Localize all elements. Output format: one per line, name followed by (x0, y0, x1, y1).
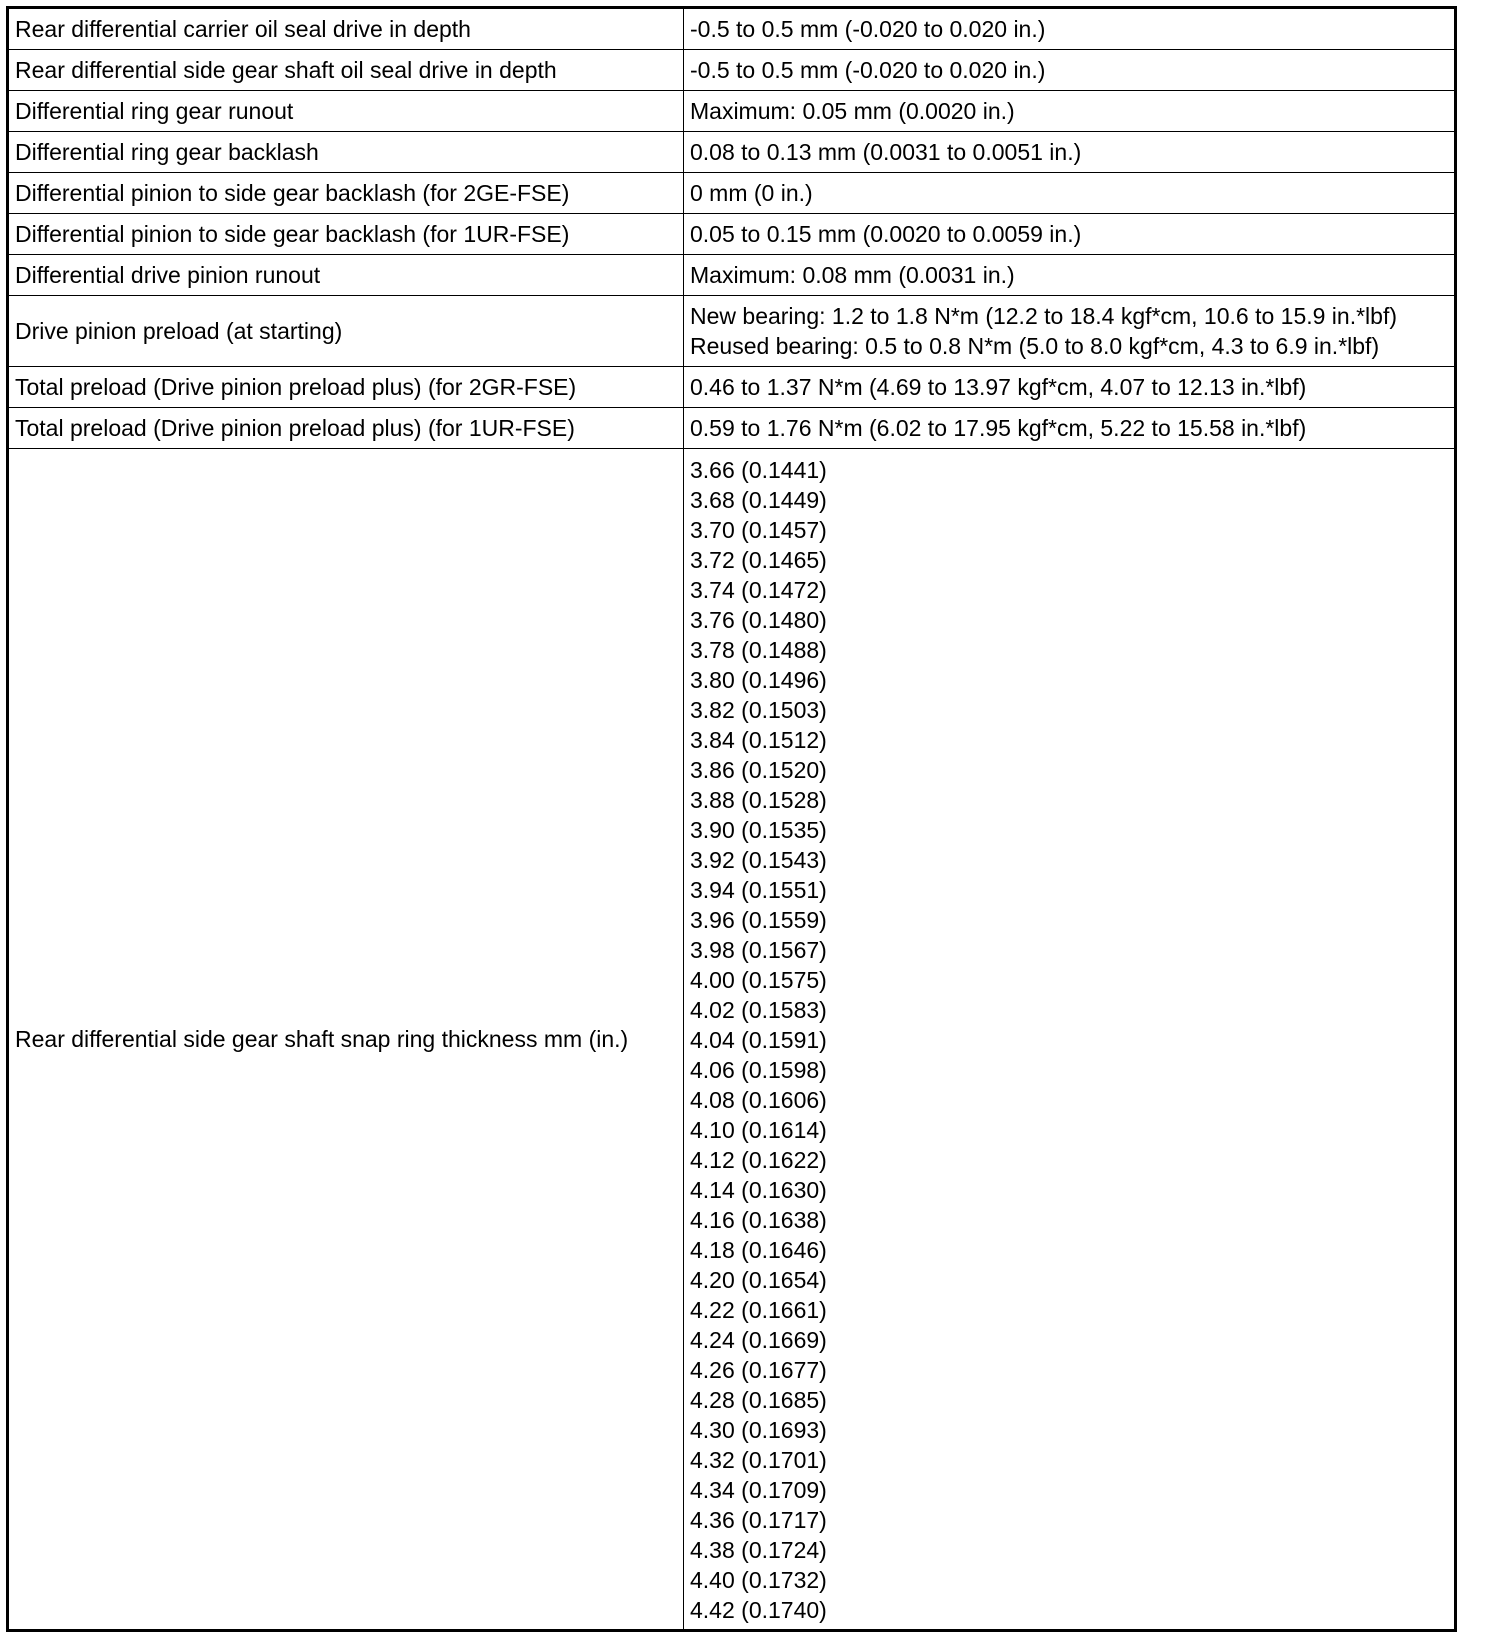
snap-ring-thickness-item: 4.20 (0.1654) (690, 1267, 827, 1293)
snap-ring-thickness-item: 3.88 (0.1528) (690, 787, 827, 813)
table-row (8, 214, 1456, 255)
spec-label: Rear differential carrier oil seal drive in depth (8, 8, 684, 50)
spec-value: 0.46 to 1.37 N*m (4.69 to 13.97 kgf*cm, 4.07 to 12.13 in.*lbf) (684, 367, 1456, 408)
spec-value: -0.5 to 0.5 mm (-0.020 to 0.020 in.) (684, 50, 1456, 91)
spec-label: Rear differential side gear shaft oil seal drive in depth (8, 50, 684, 91)
snap-ring-thickness-item: 4.42 (0.1740) (690, 1597, 827, 1623)
snap-ring-thickness-item: 4.02 (0.1583) (690, 997, 827, 1023)
snap-ring-thickness-item: 4.22 (0.1661) (690, 1297, 827, 1323)
snap-ring-thickness-list (684, 449, 1456, 1631)
specification-table (6, 6, 1457, 1632)
snap-ring-thickness-item: 3.90 (0.1535) (690, 817, 827, 843)
spec-label: Drive pinion preload (at starting) (8, 296, 684, 367)
snap-ring-thickness-item: 4.10 (0.1614) (690, 1117, 827, 1143)
spec-value: 0.59 to 1.76 N*m (6.02 to 17.95 kgf*cm, 5.22 to 15.58 in.*lbf) (684, 408, 1456, 449)
snap-ring-thickness-item: 4.34 (0.1709) (690, 1477, 827, 1503)
snap-ring-thickness-item: 4.36 (0.1717) (690, 1507, 827, 1533)
spec-label: Total preload (Drive pinion preload plus) (for 2GR-FSE) (8, 367, 684, 408)
spec-label: Differential ring gear runout (8, 91, 684, 132)
snap-ring-thickness-item: 4.18 (0.1646) (690, 1237, 827, 1263)
snap-ring-thickness-item: 3.80 (0.1496) (690, 667, 827, 693)
snap-ring-thickness-item: 4.12 (0.1622) (690, 1147, 827, 1173)
reused-bearing-value: Reused bearing: 0.5 to 0.8 N*m (5.0 to 8.0 kgf*cm, 4.3 to 6.9 in.*lbf) (690, 333, 1380, 359)
preload-row (8, 296, 1456, 367)
snap-ring-thickness-item: 3.74 (0.1472) (690, 577, 827, 603)
snap-ring-thickness-item: 4.40 (0.1732) (690, 1567, 827, 1593)
table-row (8, 132, 1456, 173)
spec-value: -0.5 to 0.5 mm (-0.020 to 0.020 in.) (684, 8, 1456, 50)
snap-ring-row (8, 449, 1456, 1631)
spec-value: 0.08 to 0.13 mm (0.0031 to 0.0051 in.) (684, 132, 1456, 173)
spec-label: Rear differential side gear shaft snap ring thickness mm (in.) (8, 449, 684, 1631)
table-row (8, 173, 1456, 214)
spec-label: Total preload (Drive pinion preload plus) (for 1UR-FSE) (8, 408, 684, 449)
snap-ring-thickness-item: 4.14 (0.1630) (690, 1177, 827, 1203)
snap-ring-thickness-item: 3.66 (0.1441) (690, 457, 827, 483)
table-row (8, 255, 1456, 296)
snap-ring-thickness-item: 4.00 (0.1575) (690, 967, 827, 993)
spec-value: Maximum: 0.08 mm (0.0031 in.) (684, 255, 1456, 296)
spec-label: Differential pinion to side gear backlash (for 2GE-FSE) (8, 173, 684, 214)
snap-ring-thickness-item: 4.26 (0.1677) (690, 1357, 827, 1383)
table-row (8, 91, 1456, 132)
spec-label: Differential pinion to side gear backlash (for 1UR-FSE) (8, 214, 684, 255)
spec-value: 0 mm (0 in.) (684, 173, 1456, 214)
snap-ring-thickness-item: 3.92 (0.1543) (690, 847, 827, 873)
snap-ring-thickness-item: 3.86 (0.1520) (690, 757, 827, 783)
snap-ring-thickness-item: 4.38 (0.1724) (690, 1537, 827, 1563)
spec-label: Differential ring gear backlash (8, 132, 684, 173)
snap-ring-thickness-item: 4.30 (0.1693) (690, 1417, 827, 1443)
table-row (8, 367, 1456, 408)
snap-ring-thickness-item: 3.72 (0.1465) (690, 547, 827, 573)
snap-ring-thickness-item: 4.16 (0.1638) (690, 1207, 827, 1233)
snap-ring-thickness-item: 3.68 (0.1449) (690, 487, 827, 513)
spec-value: Maximum: 0.05 mm (0.0020 in.) (684, 91, 1456, 132)
snap-ring-thickness-item: 3.98 (0.1567) (690, 937, 827, 963)
snap-ring-thickness-item: 4.32 (0.1701) (690, 1447, 827, 1473)
snap-ring-thickness-item: 3.70 (0.1457) (690, 517, 827, 543)
snap-ring-thickness-item: 3.94 (0.1551) (690, 877, 827, 903)
spec-value (684, 296, 1456, 367)
snap-ring-thickness-item: 4.24 (0.1669) (690, 1327, 827, 1353)
snap-ring-thickness-item: 3.96 (0.1559) (690, 907, 827, 933)
snap-ring-thickness-item: 4.28 (0.1685) (690, 1387, 827, 1413)
new-bearing-value: New bearing: 1.2 to 1.8 N*m (12.2 to 18.4 kgf*cm, 10.6 to 15.9 in.*lbf) (690, 303, 1398, 329)
snap-ring-thickness-item: 4.08 (0.1606) (690, 1087, 827, 1113)
snap-ring-thickness-item: 3.78 (0.1488) (690, 637, 827, 663)
spec-value: 0.05 to 0.15 mm (0.0020 to 0.0059 in.) (684, 214, 1456, 255)
table-row (8, 50, 1456, 91)
snap-ring-thickness-item: 3.84 (0.1512) (690, 727, 827, 753)
snap-ring-thickness-item: 3.76 (0.1480) (690, 607, 827, 633)
spec-label: Differential drive pinion runout (8, 255, 684, 296)
table-row (8, 408, 1456, 449)
table-row (8, 8, 1456, 50)
snap-ring-thickness-item: 3.82 (0.1503) (690, 697, 827, 723)
snap-ring-thickness-item: 4.06 (0.1598) (690, 1057, 827, 1083)
snap-ring-thickness-item: 4.04 (0.1591) (690, 1027, 827, 1053)
